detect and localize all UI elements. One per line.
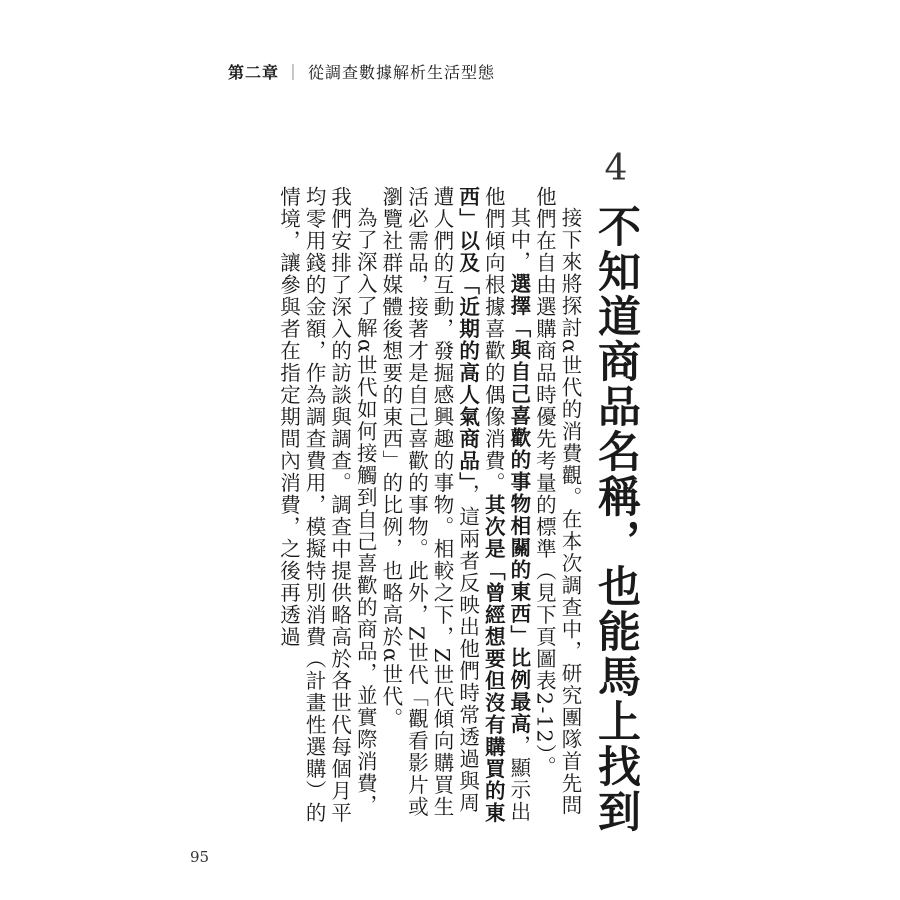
paragraph-2-bold-2: 其次是「曾經想要但沒有購買的東西」以及「近期的高人氣商品」 [455, 186, 506, 824]
paragraph-1 [531, 186, 582, 826]
running-head-chapter: 第二章 [228, 63, 280, 82]
running-head-separator: ｜ [285, 63, 303, 82]
body-text [275, 186, 582, 826]
paragraph-2-mid: ，顯示出他們傾向根據喜歡的偶像消費。 [481, 186, 531, 823]
running-head [228, 60, 495, 83]
paragraph-3-text: 為了深入了解α世代如何接觸到自己喜歡的商品，並實際消費，我們安排了深入的訪談與調查。調查中提供略高於各世代每個月平均零用錢的金額，作為調查費用，模擬特別消費（計畫性選購）的情境，讓參與者在指定期間內消費，之後再透過 [276, 186, 378, 824]
paragraph-3 [275, 186, 377, 826]
section-title: 不知道商品名稱，也能馬上找到 [591, 204, 641, 834]
paragraph-2-tail: ，這兩者反映出他們時常透過與周遭人們的互動，發掘感興趣的事物。相較之下，Z世代傾向購買生活必需品，接著才是自己喜歡的事物。此外，Z世代「觀看影片或瀏覽社群媒體後想要的東西」的比例，也略高於α世代。 [378, 186, 480, 818]
paragraph-2 [377, 186, 531, 826]
paragraph-2-bold-1: 選擇「與自己喜歡的事物相關的東西」比例最高 [506, 272, 531, 735]
paragraph-2-lead: 其中， [506, 206, 531, 273]
section-number: 4 [604, 148, 628, 189]
page-number: 95 [190, 848, 210, 866]
paragraph-1-text: 接下來將探討α世代的消費觀。在本次調查中，研究團隊首先問他們在自由選購商品時優先考量的標準（見下頁圖表2-12）。 [532, 186, 582, 816]
running-head-title: 從調查數據解析生活型態 [308, 63, 496, 82]
